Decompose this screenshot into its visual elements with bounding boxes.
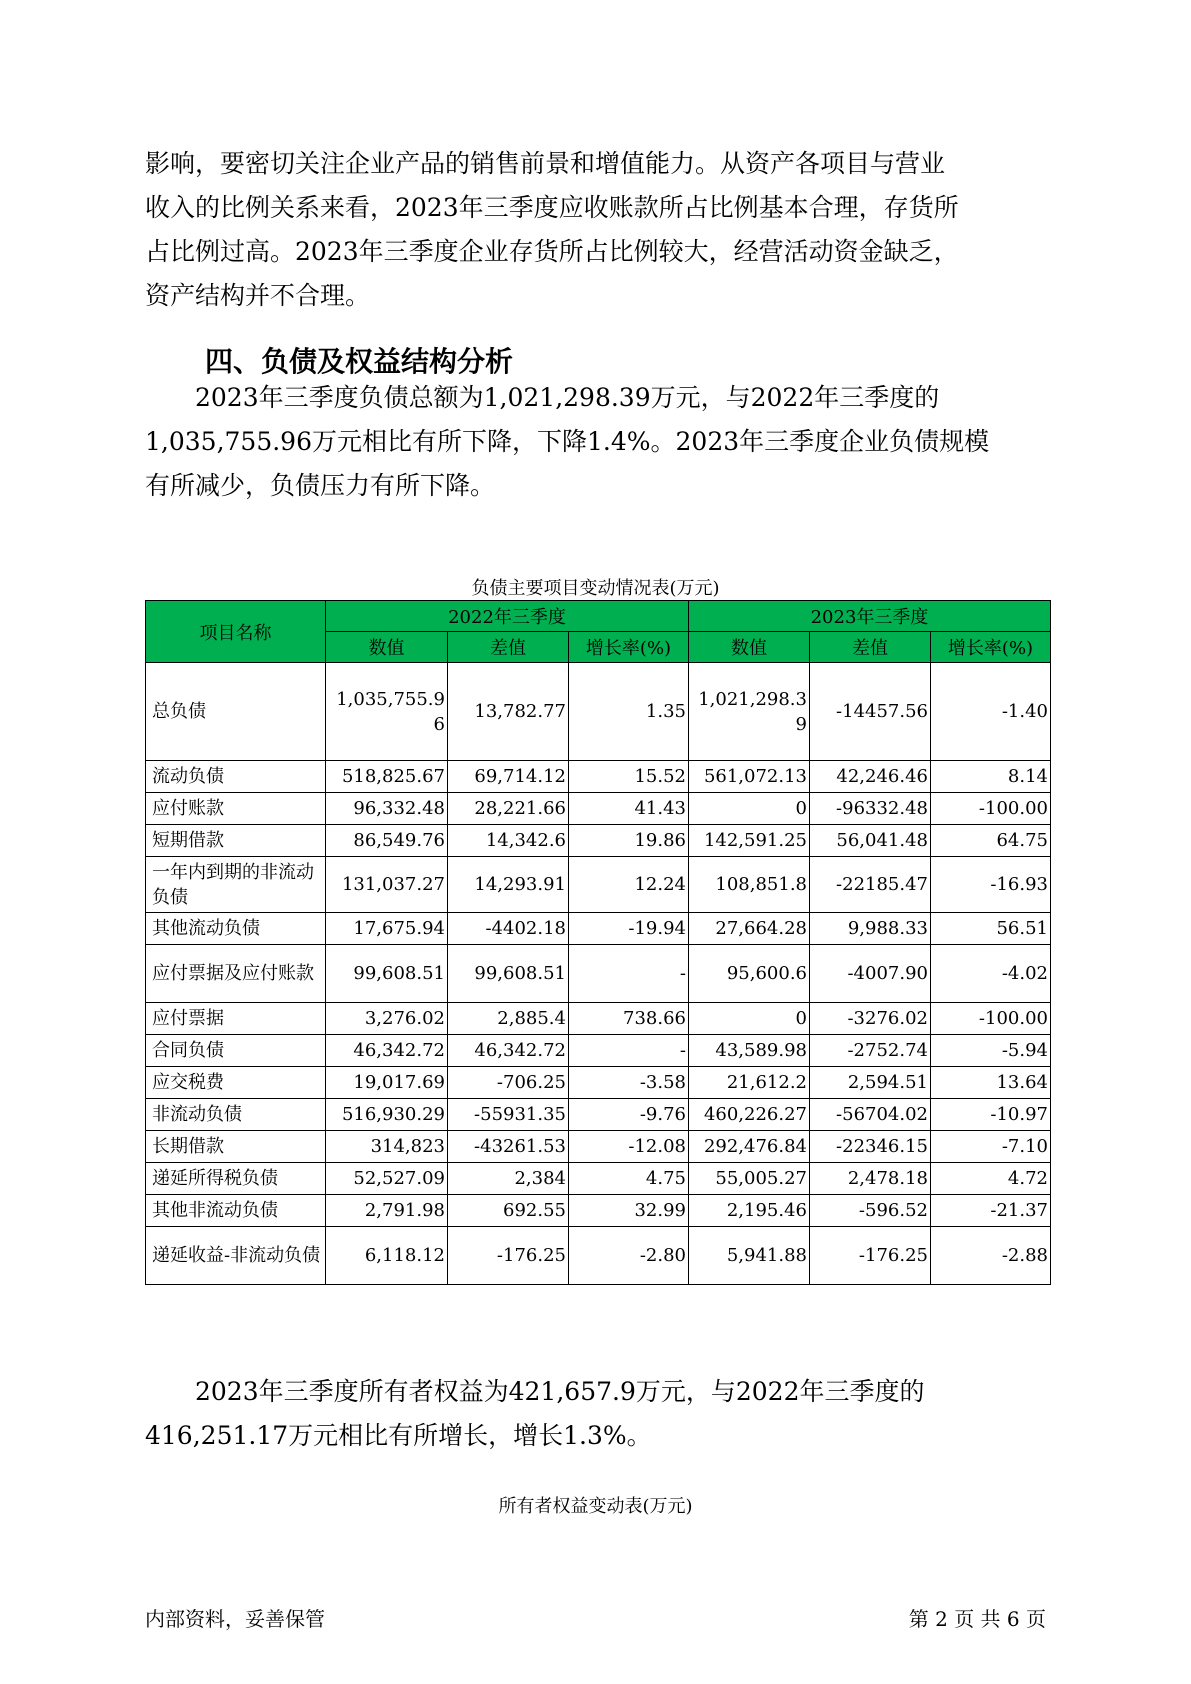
text-line: 2023年三季度负债总额为1,021,298.39万元，与2022年三季度的	[145, 383, 940, 412]
cell-2023-rate: -10.97	[931, 1099, 1051, 1131]
cell-2023-rate: -16.93	[931, 857, 1051, 913]
cell-2023-rate: 13.64	[931, 1067, 1051, 1099]
table-row	[146, 1099, 1051, 1131]
cell-2023-rate: -7.10	[931, 1131, 1051, 1163]
cell-2022-rate: 41.43	[569, 793, 689, 825]
cell-2023-diff: -56704.02	[810, 1099, 931, 1131]
table-row	[146, 663, 1051, 761]
row-name: 应付票据及应付账款	[146, 945, 326, 1003]
cell-2022-diff: -176.25	[448, 1227, 569, 1285]
header-2022-q3: 2022年三季度	[326, 601, 689, 632]
cell-2023-value: 95,600.6	[689, 945, 810, 1003]
cell-2023-rate: -2.88	[931, 1227, 1051, 1285]
footer-confidential: 内部资料，妥善保管	[145, 1607, 325, 1631]
header-rate: 增长率(%)	[931, 632, 1051, 663]
row-name: 合同负债	[146, 1035, 326, 1067]
cell-2023-diff: 9,988.33	[810, 913, 931, 945]
table-row	[146, 1067, 1051, 1099]
cell-2022-diff: 14,293.91	[448, 857, 569, 913]
text-line: 416,251.17万元相比有所增长，增长1.3%。	[145, 1421, 652, 1450]
cell-2022-value: 6,118.12	[326, 1227, 448, 1285]
cell-2022-rate: 1.35	[569, 663, 689, 761]
cell-2022-diff: 99,608.51	[448, 945, 569, 1003]
cell-2022-rate: -3.58	[569, 1067, 689, 1099]
cell-2023-rate: 4.72	[931, 1163, 1051, 1195]
cell-2022-rate: 15.52	[569, 761, 689, 793]
row-name: 递延收益-非流动负债	[146, 1227, 326, 1285]
table-row	[146, 913, 1051, 945]
cell-2022-diff: 14,342.6	[448, 825, 569, 857]
cell-2022-diff: -706.25	[448, 1067, 569, 1099]
table-row	[146, 761, 1051, 793]
cell-2022-diff: 2,384	[448, 1163, 569, 1195]
cell-2023-rate: -100.00	[931, 793, 1051, 825]
cell-2023-diff: -4007.90	[810, 945, 931, 1003]
cell-2023-value: 561,072.13	[689, 761, 810, 793]
cell-2022-value: 52,527.09	[326, 1163, 448, 1195]
cell-2022-diff: -55931.35	[448, 1099, 569, 1131]
cell-2022-value: 516,930.29	[326, 1099, 448, 1131]
cell-2023-rate: -5.94	[931, 1035, 1051, 1067]
cell-2023-rate: -4.02	[931, 945, 1051, 1003]
cell-2022-value: 3,276.02	[326, 1003, 448, 1035]
cell-2023-rate: -21.37	[931, 1195, 1051, 1227]
row-name: 非流动负债	[146, 1099, 326, 1131]
row-name: 总负债	[146, 663, 326, 761]
row-name: 其他非流动负债	[146, 1195, 326, 1227]
cell-2022-diff: 69,714.12	[448, 761, 569, 793]
cell-2023-value: 142,591.25	[689, 825, 810, 857]
cell-2022-rate: 12.24	[569, 857, 689, 913]
header-2023-q3: 2023年三季度	[689, 601, 1051, 632]
cell-2022-value: 86,549.76	[326, 825, 448, 857]
cell-2022-value: 19,017.69	[326, 1067, 448, 1099]
cell-2022-rate: 738.66	[569, 1003, 689, 1035]
header-item-name: 项目名称	[146, 601, 326, 663]
row-name: 长期借款	[146, 1131, 326, 1163]
cell-2022-rate: 19.86	[569, 825, 689, 857]
cell-2022-value: 99,608.51	[326, 945, 448, 1003]
cell-2022-rate: -9.76	[569, 1099, 689, 1131]
cell-2023-diff: -22346.15	[810, 1131, 931, 1163]
cell-2022-diff: -43261.53	[448, 1131, 569, 1163]
cell-2023-rate: -1.40	[931, 663, 1051, 761]
text-line: 2023年三季度所有者权益为421,657.9万元，与2022年三季度的	[145, 1377, 925, 1406]
header-rate: 增长率(%)	[569, 632, 689, 663]
cell-2023-diff: 42,246.46	[810, 761, 931, 793]
table-row	[146, 1195, 1051, 1227]
cell-2023-value: 21,612.2	[689, 1067, 810, 1099]
cell-2023-value: 43,589.98	[689, 1035, 810, 1067]
cell-2023-rate: -100.00	[931, 1003, 1051, 1035]
cell-2022-rate: -	[569, 945, 689, 1003]
liabilities-table	[145, 600, 1051, 1285]
row-name: 短期借款	[146, 825, 326, 857]
table-row	[146, 825, 1051, 857]
table-row	[146, 1163, 1051, 1195]
cell-2023-value: 5,941.88	[689, 1227, 810, 1285]
cell-2023-diff: 2,478.18	[810, 1163, 931, 1195]
cell-2023-value: 2,195.46	[689, 1195, 810, 1227]
paragraph-equity	[145, 1370, 1045, 1458]
footer-page-number: 第 2 页 共 6 页	[908, 1607, 1046, 1631]
cell-2023-diff: -96332.48	[810, 793, 931, 825]
cell-2022-value: 314,823	[326, 1131, 448, 1163]
table-row	[146, 793, 1051, 825]
row-name: 流动负债	[146, 761, 326, 793]
text-line: 影响，要密切关注企业产品的销售前景和增值能力。从资产各项目与营业	[145, 149, 946, 178]
cell-2023-diff: 2,594.51	[810, 1067, 931, 1099]
cell-2022-diff: -4402.18	[448, 913, 569, 945]
cell-2023-rate: 56.51	[931, 913, 1051, 945]
cell-2022-rate: -12.08	[569, 1131, 689, 1163]
cell-2022-value: 2,791.98	[326, 1195, 448, 1227]
row-name: 应付账款	[146, 793, 326, 825]
cell-2022-rate: -2.80	[569, 1227, 689, 1285]
table-caption: 负债主要项目变动情况表(万元)	[471, 578, 720, 599]
cell-2023-value: 460,226.27	[689, 1099, 810, 1131]
cell-2023-value: 292,476.84	[689, 1131, 810, 1163]
row-name: 应交税费	[146, 1067, 326, 1099]
text-line: 占比例过高。2023年三季度企业存货所占比例较大，经营活动资金缺乏，	[145, 237, 959, 266]
cell-2023-value: 108,851.8	[689, 857, 810, 913]
cell-2022-rate: 4.75	[569, 1163, 689, 1195]
cell-2023-rate: 8.14	[931, 761, 1051, 793]
text-line: 1,035,755.96万元相比有所下降，下降1.4%。2023年三季度企业负债规模	[145, 427, 990, 456]
cell-2023-value: 1,021,298.39	[689, 663, 810, 761]
cell-2022-value: 46,342.72	[326, 1035, 448, 1067]
header-value: 数值	[689, 632, 810, 663]
cell-2022-value: 96,332.48	[326, 793, 448, 825]
table-row	[146, 1227, 1051, 1285]
header-diff: 差值	[810, 632, 931, 663]
cell-2023-rate: 64.75	[931, 825, 1051, 857]
cell-2023-diff: -176.25	[810, 1227, 931, 1285]
cell-2022-value: 131,037.27	[326, 857, 448, 913]
cell-2023-diff: -2752.74	[810, 1035, 931, 1067]
cell-2022-value: 1,035,755.96	[326, 663, 448, 761]
cell-2023-diff: -14457.56	[810, 663, 931, 761]
cell-2022-rate: -	[569, 1035, 689, 1067]
paragraph-liabilities	[145, 376, 1045, 508]
cell-2023-value: 0	[689, 1003, 810, 1035]
cell-2023-value: 0	[689, 793, 810, 825]
row-name: 其他流动负债	[146, 913, 326, 945]
cell-2022-diff: 28,221.66	[448, 793, 569, 825]
cell-2022-diff: 13,782.77	[448, 663, 569, 761]
cell-2023-value: 55,005.27	[689, 1163, 810, 1195]
cell-2023-diff: -3276.02	[810, 1003, 931, 1035]
table-row	[146, 1131, 1051, 1163]
cell-2022-rate: -19.94	[569, 913, 689, 945]
row-name: 应付票据	[146, 1003, 326, 1035]
section-heading: 四、负债及权益结构分析	[205, 345, 514, 378]
text-line: 资产结构并不合理。	[145, 281, 371, 310]
header-value: 数值	[326, 632, 448, 663]
cell-2023-diff: 56,041.48	[810, 825, 931, 857]
paragraph-asset-structure	[145, 142, 1045, 318]
cell-2022-diff: 692.55	[448, 1195, 569, 1227]
cell-2022-diff: 46,342.72	[448, 1035, 569, 1067]
cell-2023-diff: -22185.47	[810, 857, 931, 913]
row-name: 一年内到期的非流动负债	[146, 857, 326, 913]
table-row	[146, 945, 1051, 1003]
cell-2023-value: 27,664.28	[689, 913, 810, 945]
text-line: 收入的比例关系来看，2023年三季度应收账款所占比例基本合理，存货所	[145, 193, 959, 222]
table-row	[146, 1003, 1051, 1035]
header-diff: 差值	[448, 632, 569, 663]
cell-2022-value: 17,675.94	[326, 913, 448, 945]
table2-caption: 所有者权益变动表(万元)	[498, 1496, 693, 1517]
row-name: 递延所得税负债	[146, 1163, 326, 1195]
cell-2022-rate: 32.99	[569, 1195, 689, 1227]
cell-2022-diff: 2,885.4	[448, 1003, 569, 1035]
text-line: 有所减少，负债压力有所下降。	[145, 471, 496, 500]
cell-2022-value: 518,825.67	[326, 761, 448, 793]
table-row	[146, 1035, 1051, 1067]
table-row	[146, 857, 1051, 913]
cell-2023-diff: -596.52	[810, 1195, 931, 1227]
